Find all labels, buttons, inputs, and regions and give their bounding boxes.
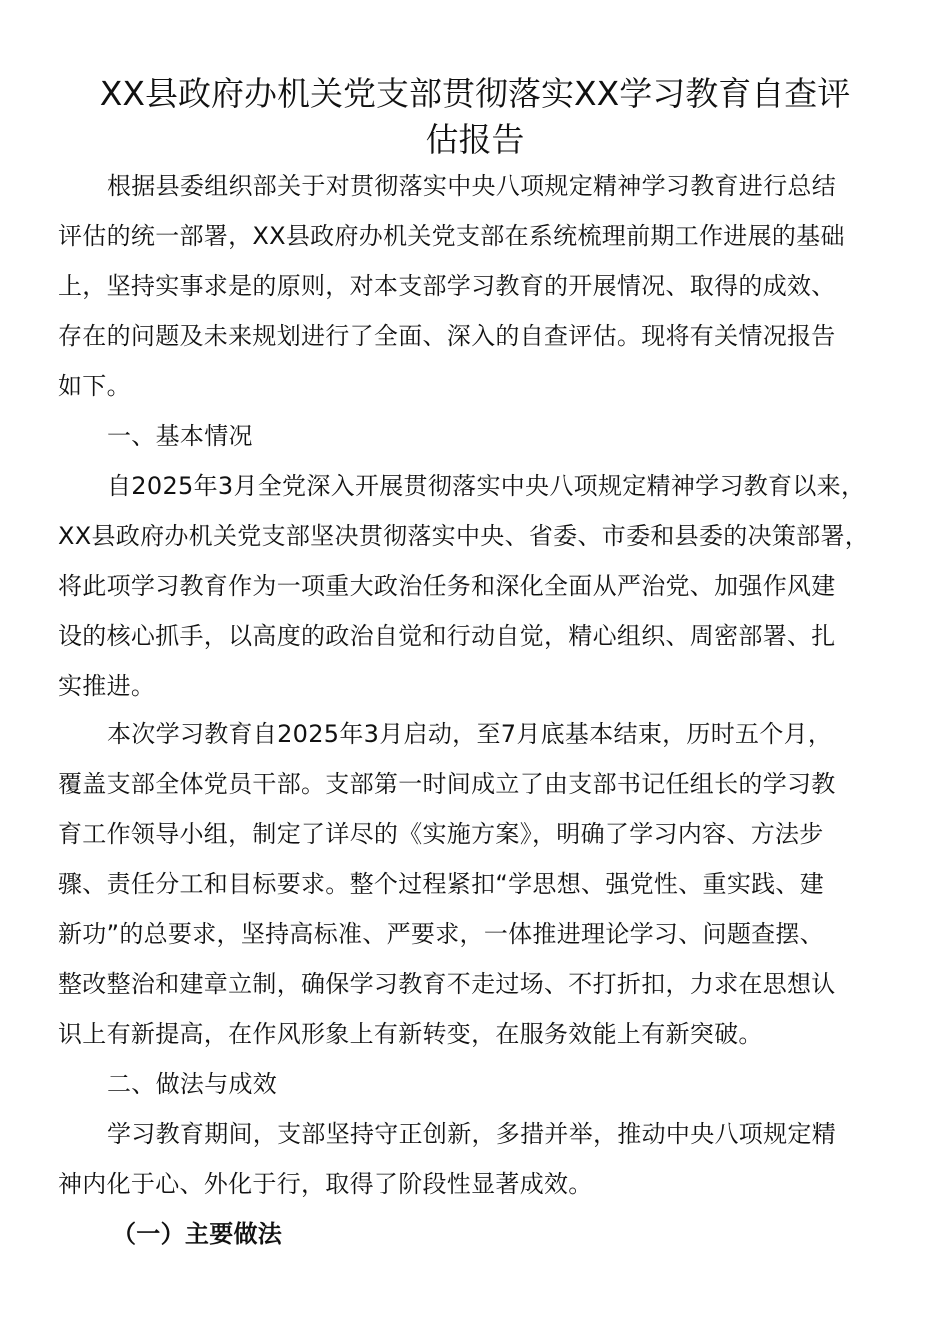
paragraph-line: XX县政府办机关党支部坚决贯彻落实中央、省委、市委和县委的决策部署， — [58, 522, 870, 550]
paragraph-line: 学习教育期间，支部坚持守正创新，多措并举，推动中央八项规定精 — [107, 1120, 836, 1148]
paragraph-line: 整改整治和建章立制，确保学习教育不走过场、不打折扣，力求在思想认 — [58, 970, 836, 998]
paragraph-line: 如下。 — [58, 372, 131, 400]
paragraph-line: 自2025年3月全党深入开展贯彻落实中央八项规定精神学习教育以来， — [107, 472, 866, 500]
paragraph-line: 设的核心抓手，以高度的政治自觉和行动自觉，精心组织、周密部署、扎 — [58, 622, 836, 650]
section-heading-methods-results: 二、做法与成效 — [107, 1070, 278, 1098]
document-title-line-2: 估报告 — [425, 120, 525, 159]
paragraph-line: 评估的统一部署，XX县政府办机关党支部在系统梳理前期工作进展的基础 — [58, 222, 845, 250]
paragraph-line: 将此项学习教育作为一项重大政治任务和深化全面从严治党、加强作风建 — [58, 572, 836, 600]
paragraph-line: 覆盖支部全体党员干部。支部第一时间成立了由支部书记任组长的学习教 — [58, 770, 836, 798]
section-heading-basic-situation: 一、基本情况 — [107, 422, 253, 450]
paragraph-line: 上，坚持实事求是的原则，对本支部学习教育的开展情况、取得的成效、 — [58, 272, 836, 300]
paragraph-line: 育工作领导小组，制定了详尽的《实施方案》，明确了学习内容、方法步 — [58, 820, 824, 848]
paragraph-line: 新功”的总要求，坚持高标准、严要求，一体推进理论学习、问题查摆、 — [58, 920, 825, 948]
paragraph-line: 骤、责任分工和目标要求。整个过程紧扣“学思想、强党性、重实践、建 — [58, 870, 825, 898]
paragraph-line: 实推进。 — [58, 672, 156, 700]
document-title-line-1: XX县政府办机关党支部贯彻落实XX学习教育自查评 — [99, 74, 851, 113]
paragraph-line: 识上有新提高，在作风形象上有新转变，在服务效能上有新突破。 — [58, 1020, 763, 1048]
paragraph-line: 本次学习教育自2025年3月启动，至7月底基本结束，历时五个月， — [107, 720, 833, 748]
paragraph-line: 存在的问题及未来规划进行了全面、深入的自查评估。现将有关情况报告 — [58, 322, 836, 350]
paragraph-line: 根据县委组织部关于对贯彻落实中央八项规定精神学习教育进行总结 — [107, 172, 836, 200]
subsection-heading-main-methods: （一）主要做法 — [112, 1220, 283, 1248]
paragraph-line: 神内化于心、外化于行，取得了阶段性显著成效。 — [58, 1170, 593, 1198]
